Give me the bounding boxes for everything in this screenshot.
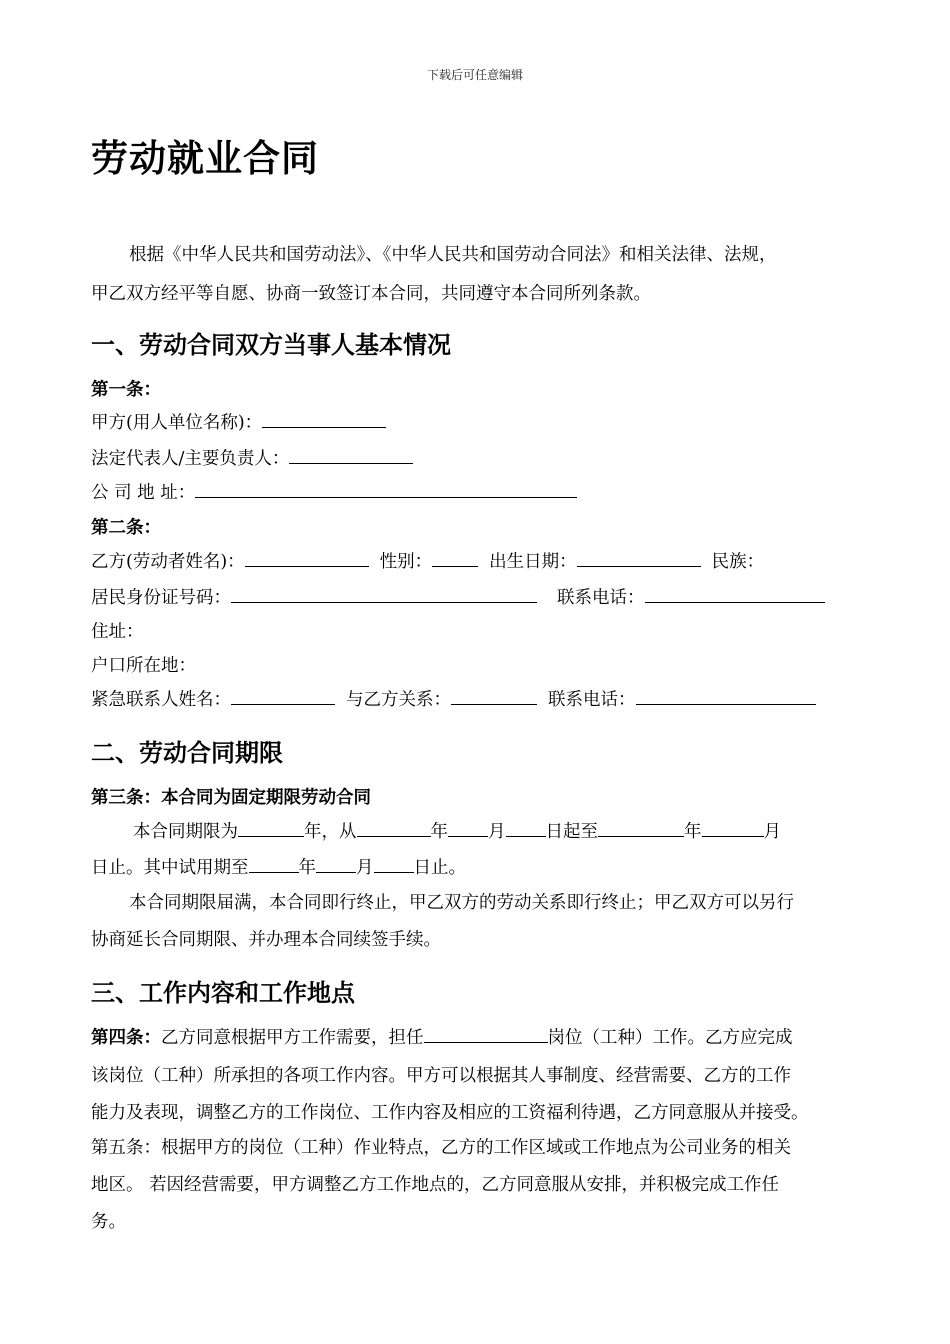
term-year-from: 年，从 [304,822,357,842]
probation-day-blank[interactable] [374,856,414,873]
emergency-blank[interactable] [231,688,335,705]
start-day-label: 日起至 [545,822,598,842]
article-5-line-3: 务。 [91,1212,126,1232]
id-row [91,586,825,610]
address-label: 公 司 地 址： [91,483,196,503]
start-year-blank[interactable] [357,820,431,837]
party-b-name-label: 乙方(劳动者姓名)： [91,552,245,572]
document-title: 劳动就业合同 [91,137,319,180]
intro-line-1: 根据《中华人民共和国劳动法》、《中华人民共和国劳动合同法》和相关法律、法规， [129,245,777,265]
end-month-blank[interactable] [702,820,764,837]
article-3-heading: 第三条：本合同为固定期限劳动合同 [91,788,371,808]
party-b-name-blank[interactable] [245,550,369,567]
probation-day-label: 日止。 [413,858,466,878]
party-b-row [91,550,764,574]
party-a-name-label: 甲方(用人单位名称)： [91,413,263,433]
legal-rep-row [91,447,413,471]
article-4-line-1 [91,1026,793,1050]
expiry-line-2: 协商延长合同期限、并办理本合同续签手续。 [91,930,441,950]
probation-year-label: 年 [298,858,316,878]
start-year-label: 年 [430,822,448,842]
phone-label: 联系电话： [557,588,645,608]
gender-blank[interactable] [432,550,478,567]
address-row [91,481,577,505]
phone2-blank[interactable] [636,688,816,705]
section-2-heading: 二、劳动合同期限 [91,739,283,767]
start-day-blank[interactable] [506,820,546,837]
phone-blank[interactable] [645,586,825,603]
relation-blank[interactable] [451,688,537,705]
legal-rep-label: 法定代表人/主要负责人： [91,449,290,469]
id-blank[interactable] [231,586,537,603]
article-5-line-1: 第五条：根据甲方的岗位（工种）作业特点，乙方的工作区域或工作地点为公司业务的相关 [91,1138,791,1158]
article-4-label: 第四条： [91,1028,161,1048]
section-1-heading: 一、劳动合同双方当事人基本情况 [91,331,451,359]
emergency-label: 紧急联系人姓名： [91,690,231,710]
hukou-label: 户口所在地： [91,656,196,676]
id-label: 居民身份证号码： [91,588,231,608]
end-day-probation-label: 日止。其中试用期至 [91,858,249,878]
article-4-text-b: 岗位（工种）工作。乙方应完成 [547,1028,793,1048]
relation-label: 与乙方关系： [346,690,451,710]
start-month-blank[interactable] [448,820,488,837]
expiry-line-1: 本合同期限届满，本合同即行终止，甲乙双方的劳动关系即行终止；甲乙双方可以另行 [129,893,794,913]
emergency-row [91,688,816,712]
probation-year-blank[interactable] [249,856,299,873]
probation-month-blank[interactable] [316,856,356,873]
article-1-label: 第一条： [91,380,161,400]
end-month-label: 月 [763,822,781,842]
position-blank[interactable] [424,1026,548,1043]
start-month-label: 月 [488,822,506,842]
article-2-label: 第二条： [91,518,161,538]
term-row-2 [91,856,466,880]
term-prefix: 本合同期限为 [133,822,238,842]
article-5-line-2: 地区。 若因经营需要，甲方调整乙方工作地点的，乙方同意服从安排，并积极完成工作任 [91,1175,780,1195]
article-4-line-2: 该岗位（工种）所承担的各项工作内容。甲方可以根据其人事制度、经营需要、乙方的工作 [91,1066,791,1086]
section-3-heading: 三、工作内容和工作地点 [91,979,355,1007]
phone2-label: 联系电话： [548,690,636,710]
article-4-text-a: 乙方同意根据甲方工作需要，担任 [161,1028,424,1048]
page-header-note: 下载后可任意编辑 [426,68,523,82]
end-year-label: 年 [684,822,702,842]
term-row-1 [133,820,781,844]
birth-label: 出生日期： [489,552,577,572]
term-years-blank[interactable] [238,820,304,837]
intro-line-2: 甲乙双方经平等自愿、协商一致签订本合同，共同遵守本合同所列条款。 [91,284,651,304]
legal-rep-blank[interactable] [289,447,413,464]
end-year-blank[interactable] [598,820,684,837]
probation-month-label: 月 [356,858,374,878]
article-4-line-3: 能力及表现，调整乙方的工作岗位、工作内容及相应的工资福利待遇，乙方同意服从并接受。 [91,1103,809,1123]
gender-label: 性别： [379,552,433,572]
residence-label: 住址： [91,622,144,642]
address-blank[interactable] [195,481,577,498]
birth-blank[interactable] [577,550,701,567]
ethnicity-label: 民族： [711,552,765,572]
party-a-name-blank[interactable] [262,411,386,428]
party-a-row [91,411,386,435]
